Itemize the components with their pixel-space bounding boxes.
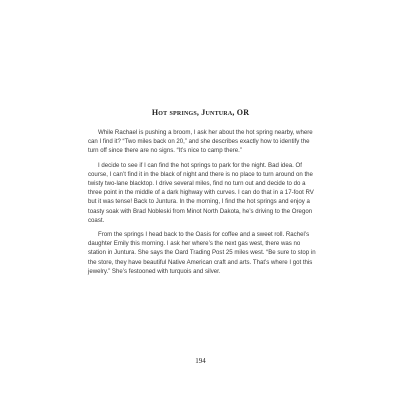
page-number: 194 xyxy=(195,357,206,365)
section-heading: Hot springs, Juntura, OR xyxy=(151,108,250,117)
paragraph: I decide to see if I can find the hot springs to park for the night. Bad idea. Of course, I can’t find it in the black of night and there is no place to turn around on the twisty two-lane blacktop. I drive several miles, find no turn out and decide to do a three point in the middle of a dark highway with curves. I can do that in a 17-foot RV but it was tense! Back to Juntura. In the morning, I find the hot springs and enjoy a toasty soak with Brad Nobleski from Minot North Dakota, he’s driving to the Oregon coast. xyxy=(88,161,314,224)
body-text xyxy=(88,128,316,281)
paragraph: From the springs I head back to the Oasis for coffee and a sweet roll. Rachel’s daughter Emily this morning. I ask her where’s the next gas west, there was no station in Juntura. She says the Oard Trading Post 25 miles west. “Be sure to stop in the store, they have beautiful Native American craft and arts. That’s where I got this jewelry.” She’s festooned with turquois and silver. xyxy=(88,231,316,275)
paragraph: While Rachael is pushing a broom, I ask her about the hot spring nearby, where can I find it? “Two miles back on 20,” and she describes exactly how to identify the turn off since there are no signs. “It’s nice to camp there.” xyxy=(88,129,313,155)
